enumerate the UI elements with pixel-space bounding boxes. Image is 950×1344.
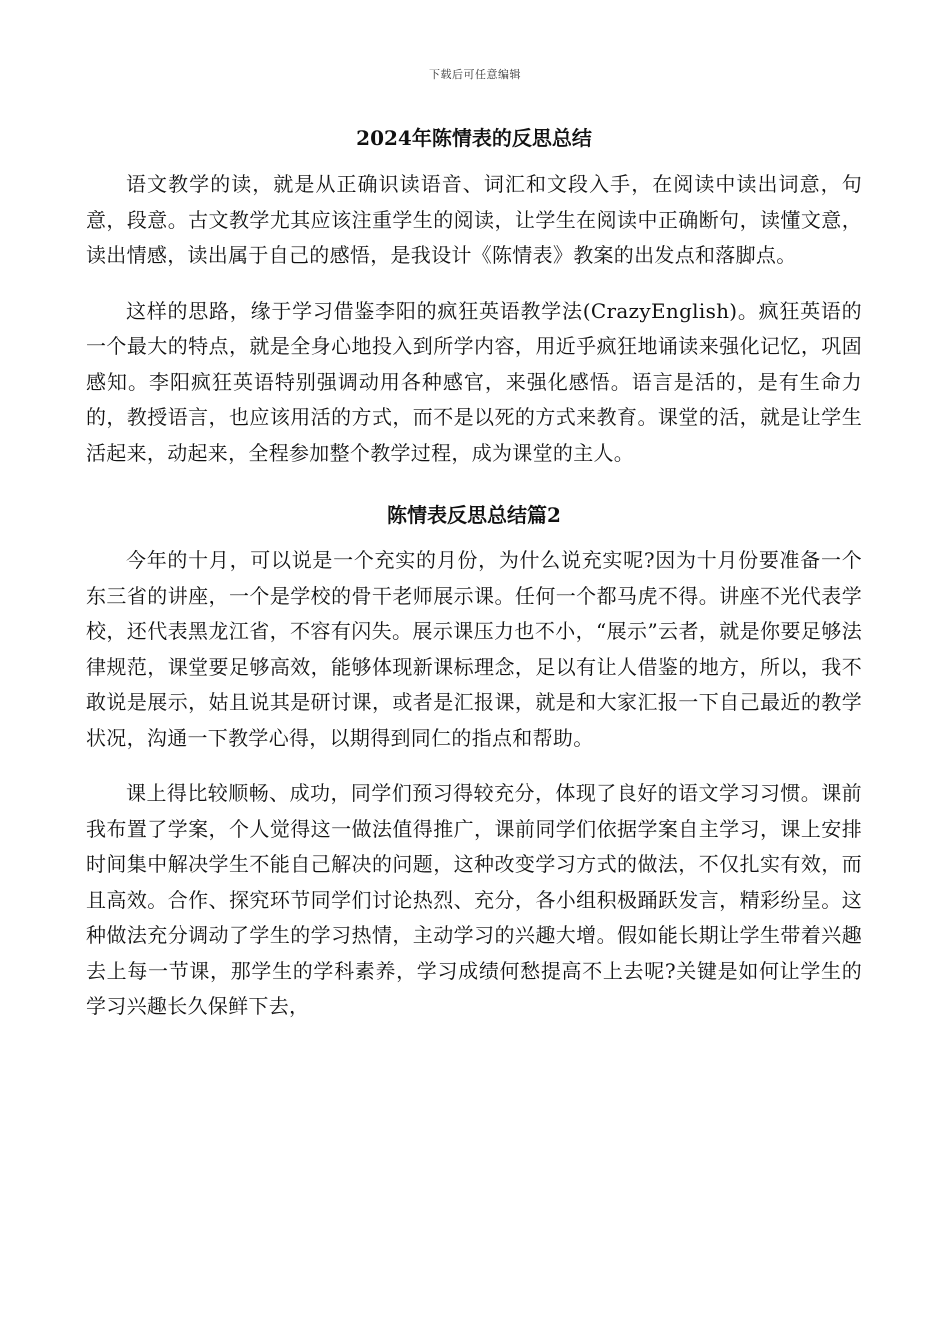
document-body bbox=[86, 120, 862, 1045]
paragraph: 这样的思路，缘于学习借鉴李阳的疯狂英语教学法(CrazyEnglish)。疯狂英语的一个最大的特点，就是全身心地投入到所学内容，用近乎疯狂地诵读来强化记忆，巩固感知。李阳疯狂英语特别强调动用各种感官，来强化感悟。语言是活的，是有生命力的，教授语言，也应该用活的方式，而不是以死的方式来教育。课堂的活，就是让学生活起来，动起来，全程参加整个教学过程，成为课堂的主人。 bbox=[86, 298, 862, 465]
paragraph: 课上得比较顺畅、成功，同学们预习得较充分，体现了良好的语文学习习惯。课前我布置了学案，个人觉得这一做法值得推广，课前同学们依据学案自主学习，课上安排时间集中解决学生不能自己解决的问题，这种改变学习方式的做法，不仅扎实有效，而且高效。合作、探究环节同学们讨论热烈、充分，各小组积极踊跃发言，精彩纷呈。这种做法充分调动了学生的学习热情，主动学习的兴趣大增。假如能长期让学生带着兴趣去上每一节课，那学生的学科素养，学习成绩何愁提高不上去呢?关键是如何让学生的学习兴趣长久保鲜下去， bbox=[86, 781, 862, 1018]
section-title-1: 2024年陈情表的反思总结 bbox=[356, 126, 592, 150]
section-title-2: 陈情表反思总结篇2 bbox=[387, 503, 561, 527]
paragraph: 今年的十月，可以说是一个充实的月份，为什么说充实呢?因为十月份要准备一个东三省的讲座，一个是学校的骨干老师展示课。任何一个都马虎不得。讲座不光代表学校，还代表黑龙江省，不容有闪失。展示课压力也不小，“展示”云者，就是你要足够法律规范，课堂要足够高效，能够体现新课标理念，足以有让人借鉴的地方，所以，我不敢说是展示，姑且说其是研讨课，或者是汇报课，就是和大家汇报一下自己最近的教学状况，沟通一下教学心得，以期得到同仁的指点和帮助。 bbox=[86, 548, 862, 750]
paragraph: 语文教学的读，就是从正确识读语音、词汇和文段入手，在阅读中读出词意，句意，段意。古文教学尤其应该注重学生的阅读，让学生在阅读中正确断句，读懂文意，读出情感，读出属于自己的感悟，是我设计《陈情表》教案的出发点和落脚点。 bbox=[86, 172, 862, 267]
page-header-note: 下载后可任意编辑 bbox=[429, 68, 521, 81]
